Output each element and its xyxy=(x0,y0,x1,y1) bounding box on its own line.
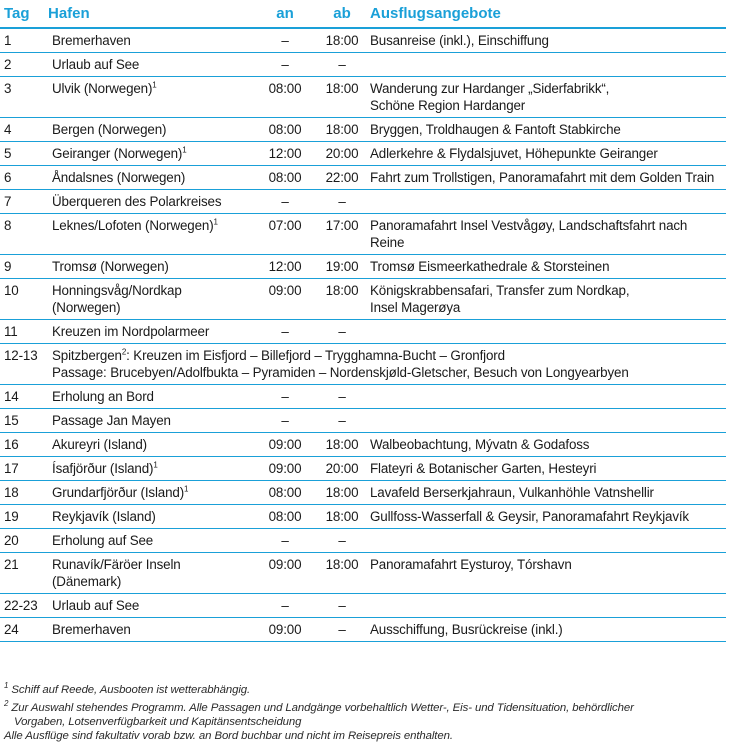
program-line-2: Passage: Brucebyen/Adolfbukta – Pyramiden – Nordenskjøld-Gletscher, Besuch von Longyearbyen xyxy=(52,365,629,380)
hafen-name: Bremerhaven xyxy=(52,33,131,48)
footnote-mark: 1 xyxy=(184,484,189,494)
table-row xyxy=(0,166,726,190)
table-row xyxy=(0,118,726,142)
table-row xyxy=(0,505,726,529)
table-row xyxy=(0,433,726,457)
hafen-name: Akureyri (Island) xyxy=(52,437,147,452)
header-hafen: Hafen xyxy=(44,0,252,28)
cell-an: 08:00 xyxy=(252,118,318,142)
cell-tag: 11 xyxy=(0,320,44,344)
cell-ausfluege: Tromsø Eismeerkathedrale & Storsteinen xyxy=(366,255,726,279)
cell-tag: 18 xyxy=(0,481,44,505)
cell-ab: – xyxy=(318,594,366,618)
hafen-name: Bergen (Norwegen) xyxy=(52,122,167,137)
cell-an: – xyxy=(252,320,318,344)
table-row xyxy=(0,279,726,320)
cell-tag: 24 xyxy=(0,618,44,642)
program-place: Spitzbergen xyxy=(52,348,122,363)
cell-tag: 12-13 xyxy=(0,344,44,385)
cell-ausfluege: Königskrabbensafari, Transfer zum Nordkap, Insel Magerøya xyxy=(366,279,726,320)
cell-an: 07:00 xyxy=(252,214,318,255)
footnote-mark: 2 xyxy=(121,347,127,357)
cell-ab: – xyxy=(318,53,366,77)
table-row xyxy=(0,457,726,481)
cell-ab: 18:00 xyxy=(318,28,366,53)
table-row xyxy=(0,255,726,279)
cell-ab: 18:00 xyxy=(318,505,366,529)
cell-tag: 3 xyxy=(0,77,44,118)
hafen-name: Honningsvåg/Nordkap (Norwegen) xyxy=(52,283,182,315)
cell-hafen xyxy=(44,214,252,255)
hafen-name: Ulvik (Norwegen) xyxy=(52,81,153,96)
table-row xyxy=(0,594,726,618)
footnote-1 xyxy=(4,679,724,697)
hafen-name: Kreuzen im Nordpolarmeer xyxy=(52,324,210,339)
hafen-name: Erholung auf See xyxy=(52,533,154,548)
footnote-mark: 1 xyxy=(182,145,187,155)
cell-ab: 20:00 xyxy=(318,142,366,166)
cell-an: – xyxy=(252,53,318,77)
cell-ausfluege: Walbeobachtung, Mývatn & Godafoss xyxy=(366,433,726,457)
hafen-name: Grundarfjörður (Island) xyxy=(52,485,184,500)
cell-hafen xyxy=(44,385,252,409)
cell-ausfluege xyxy=(366,385,726,409)
cell-an: – xyxy=(252,28,318,53)
cell-tag: 14 xyxy=(0,385,44,409)
table-row xyxy=(0,481,726,505)
cell-hafen xyxy=(44,28,252,53)
cell-tag: 16 xyxy=(0,433,44,457)
cell-ausfluege xyxy=(366,529,726,553)
table-row xyxy=(0,618,726,642)
cell-ab: 18:00 xyxy=(318,433,366,457)
cell-tag: 9 xyxy=(0,255,44,279)
table-row xyxy=(0,190,726,214)
cell-ausfluege: Wanderung zur Hardanger „Siderfabrikk“, Schöne Region Hardanger xyxy=(366,77,726,118)
cell-hafen xyxy=(44,53,252,77)
cell-hafen xyxy=(44,166,252,190)
cell-hafen xyxy=(44,529,252,553)
cell-hafen xyxy=(44,505,252,529)
cell-tag: 8 xyxy=(0,214,44,255)
cell-an: – xyxy=(252,385,318,409)
hafen-name: Überqueren des Polarkreises xyxy=(52,194,222,209)
cell-ab: 18:00 xyxy=(318,77,366,118)
cell-hafen xyxy=(44,433,252,457)
hafen-name: Ísafjörður (Island) xyxy=(52,461,154,476)
cell-tag: 17 xyxy=(0,457,44,481)
cell-ausfluege xyxy=(366,53,726,77)
cell-hafen xyxy=(44,320,252,344)
hafen-name: Åndalsnes (Norwegen) xyxy=(52,170,186,185)
cell-ausfluege xyxy=(366,320,726,344)
table-row xyxy=(0,553,726,594)
cell-hafen xyxy=(44,553,252,594)
footnote-mark: 1 xyxy=(153,460,158,470)
cell-hafen xyxy=(44,255,252,279)
cell-ab: – xyxy=(318,385,366,409)
cell-ausfluege xyxy=(366,594,726,618)
hafen-name: Urlaub auf See xyxy=(52,598,140,613)
footnotes xyxy=(4,679,724,743)
footnote-3-text: Alle Ausflüge sind fakultativ vorab bzw. an Bord buchbar und nicht im Reisepreis enthalten. xyxy=(4,729,453,742)
cell-an: 08:00 xyxy=(252,166,318,190)
cell-ab: – xyxy=(318,190,366,214)
cell-ab: 18:00 xyxy=(318,481,366,505)
footnote-2-text: Zur Auswahl stehendes Programm. Alle Passagen und Landgänge vorbehaltlich Wetter-, Eis- und Tidensituation, behördlicher xyxy=(8,701,634,714)
cell-ausfluege: Lavafeld Berserkjahraun, Vulkanhöhle Vatnshellir xyxy=(366,481,726,505)
hafen-name: Erholung an Bord xyxy=(52,389,154,404)
cell-ausfluege xyxy=(366,409,726,433)
table-header xyxy=(0,0,726,28)
cell-tag: 5 xyxy=(0,142,44,166)
cell-ausfluege: Fahrt zum Trollstigen, Panoramafahrt mit dem Golden Train xyxy=(366,166,726,190)
footnote-2-text-cont: Vorgaben, Lotsenverfügbarkeit und Kapitänsentscheidung xyxy=(14,715,302,728)
cell-tag: 20 xyxy=(0,529,44,553)
cell-an: 09:00 xyxy=(252,457,318,481)
hafen-name: Bremerhaven xyxy=(52,622,131,637)
cell-ausfluege: Panoramafahrt Eysturoy, Tórshavn xyxy=(366,553,726,594)
cell-ab: 20:00 xyxy=(318,457,366,481)
cell-tag: 10 xyxy=(0,279,44,320)
hafen-name: Geiranger (Norwegen) xyxy=(52,146,183,161)
cell-ab: 17:00 xyxy=(318,214,366,255)
footnote-mark: 1 xyxy=(213,217,218,227)
footnote-1-text: Schiff auf Reede, Ausbooten ist wetterabhängig. xyxy=(8,683,251,696)
header-row xyxy=(0,0,726,28)
cell-tag: 4 xyxy=(0,118,44,142)
cell-hafen xyxy=(44,409,252,433)
cell-ab: 19:00 xyxy=(318,255,366,279)
footnote-2-mark: 2 xyxy=(4,698,9,708)
cell-ausfluege: Adlerkehre & Flydalsjuvet, Höhepunkte Geiranger xyxy=(366,142,726,166)
footnote-3 xyxy=(4,729,724,743)
cell-an: – xyxy=(252,529,318,553)
hafen-name: Urlaub auf See xyxy=(52,57,140,72)
cell-hafen xyxy=(44,481,252,505)
hafen-name: Tromsø (Norwegen) xyxy=(52,259,169,274)
cell-hafen xyxy=(44,618,252,642)
cell-hafen xyxy=(44,77,252,118)
cell-ausfluege xyxy=(366,190,726,214)
cell-hafen xyxy=(44,279,252,320)
cell-ab: 22:00 xyxy=(318,166,366,190)
table-row xyxy=(0,142,726,166)
cell-ab: – xyxy=(318,529,366,553)
cell-an: 08:00 xyxy=(252,505,318,529)
header-tag: Tag xyxy=(0,0,44,28)
cell-ab: 18:00 xyxy=(318,279,366,320)
table-body xyxy=(0,28,726,642)
table-row xyxy=(0,344,726,385)
cell-hafen xyxy=(44,594,252,618)
cell-spitzbergen-program xyxy=(44,344,726,385)
header-ab: ab xyxy=(318,0,366,28)
table-row xyxy=(0,320,726,344)
cell-ausfluege: Panoramafahrt Insel Vestvågøy, Landschaftsfahrt nach Reine xyxy=(366,214,726,255)
table-row xyxy=(0,409,726,433)
header-ausfluege: Ausflugsangebote xyxy=(366,0,726,28)
cell-an: – xyxy=(252,409,318,433)
cell-an: 08:00 xyxy=(252,481,318,505)
table-row xyxy=(0,385,726,409)
footnote-1-mark: 1 xyxy=(4,681,9,690)
cell-ab: – xyxy=(318,320,366,344)
cell-hafen xyxy=(44,118,252,142)
cell-an: 09:00 xyxy=(252,618,318,642)
cell-ausfluege: Busanreise (inkl.), Einschiffung xyxy=(366,28,726,53)
hafen-name: Passage Jan Mayen xyxy=(52,413,171,428)
cell-tag: 7 xyxy=(0,190,44,214)
cell-an: 12:00 xyxy=(252,142,318,166)
table-row xyxy=(0,77,726,118)
cell-ausfluege: Gullfoss-Wasserfall & Geysir, Panoramafahrt Reykjavík xyxy=(366,505,726,529)
cell-tag: 2 xyxy=(0,53,44,77)
cell-an: 12:00 xyxy=(252,255,318,279)
cell-tag: 21 xyxy=(0,553,44,594)
cell-tag: 22-23 xyxy=(0,594,44,618)
cell-tag: 19 xyxy=(0,505,44,529)
cell-ab: – xyxy=(318,618,366,642)
cell-an: 09:00 xyxy=(252,433,318,457)
cell-ab: 18:00 xyxy=(318,553,366,594)
footnote-2 xyxy=(4,697,724,729)
hafen-name: Leknes/Lofoten (Norwegen) xyxy=(52,218,214,233)
cell-an: – xyxy=(252,190,318,214)
cell-hafen xyxy=(44,142,252,166)
program-line-1: : Kreuzen im Eisfjord – Billefjord – Trygghamna-Bucht – Gronfjord xyxy=(126,348,505,363)
cell-hafen xyxy=(44,457,252,481)
cell-ab: – xyxy=(318,409,366,433)
table-row xyxy=(0,214,726,255)
cell-tag: 1 xyxy=(0,28,44,53)
hafen-name: Reykjavík (Island) xyxy=(52,509,156,524)
cell-tag: 15 xyxy=(0,409,44,433)
cell-an: – xyxy=(252,594,318,618)
cell-an: 09:00 xyxy=(252,279,318,320)
cell-an: 08:00 xyxy=(252,77,318,118)
table-row xyxy=(0,529,726,553)
table-row xyxy=(0,28,726,53)
cell-hafen xyxy=(44,190,252,214)
table-row xyxy=(0,53,726,77)
header-an: an xyxy=(252,0,318,28)
footnote-mark: 1 xyxy=(152,80,157,90)
cell-tag: 6 xyxy=(0,166,44,190)
cell-ausfluege: Ausschiffung, Busrückreise (inkl.) xyxy=(366,618,726,642)
cell-an: 09:00 xyxy=(252,553,318,594)
cell-ausfluege: Bryggen, Troldhaugen & Fantoft Stabkirche xyxy=(366,118,726,142)
cell-ausfluege: Flateyri & Botanischer Garten, Hesteyri xyxy=(366,457,726,481)
cell-ab: 18:00 xyxy=(318,118,366,142)
hafen-name: Runavík/Färöer Inseln (Dänemark) xyxy=(52,557,181,589)
